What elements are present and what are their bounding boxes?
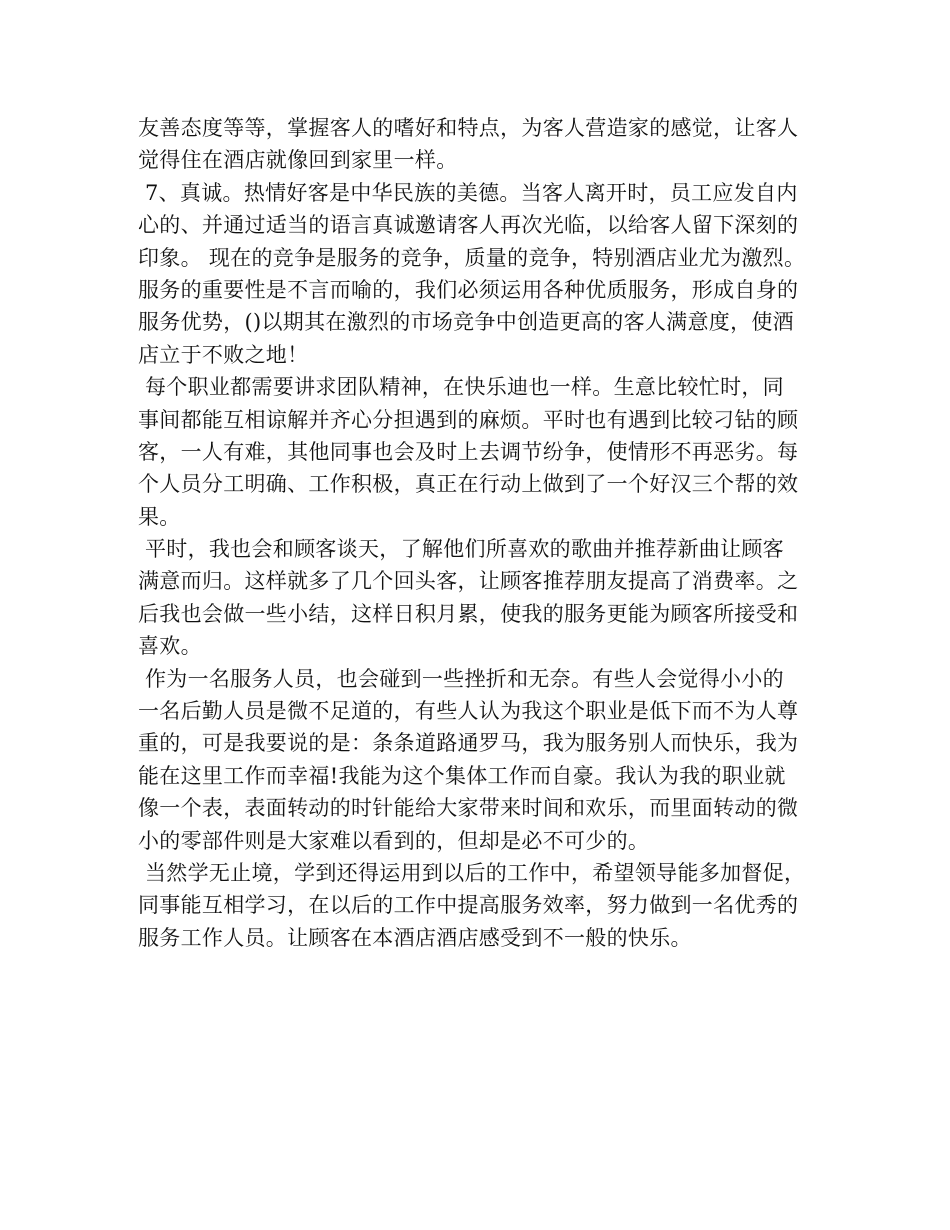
text-line: 后我也会做一些小结，这样日积月累，使我的服务更能为顾客所接受和 (138, 601, 799, 626)
text-line: 友善态度等等，掌握客人的嗜好和特点，为客人营造家的感觉，让客人 (138, 116, 799, 140)
text-line: 个人员分工明确、工作积极，真正在行动上做到了一个好汉三个帮的效 (138, 472, 799, 497)
text-line: 心的、并通过适当的语言真诚邀请客人再次光临，以给客人留下深刻的 (138, 213, 799, 238)
text-line: 7、真诚。热情好客是中华民族的美德。当客人离开时，员工应发自内 (138, 180, 798, 205)
text-line: 平时，我也会和顾客谈天，了解他们所喜欢的歌曲并推荐新曲让顾客 (138, 537, 784, 562)
document-body (138, 112, 828, 954)
text-line: 像一个表，表面转动的时针能给大家带来时间和欢乐，而里面转动的微 (138, 796, 799, 821)
text-line: 事间都能互相谅解并齐心分担遇到的麻烦。平时也有遇到比较刁钻的顾 (138, 407, 799, 432)
text-line: 每个职业都需要讲求团队精神，在快乐迪也一样。生意比较忙时，同 (138, 375, 784, 400)
text-line: 印象。 现在的竞争是服务的竞争，质量的竞争，特别酒店业尤为激烈。 (138, 245, 806, 270)
text-line: 小的零部件则是大家难以看到的，但却是必不可少的。 (138, 828, 650, 853)
text-line: 服务的重要性是不言而喻的，我们必须运用各种优质服务，形成自身的 (138, 277, 799, 302)
text-line: 能在这里工作而幸福!我能为这个集体工作而自豪。我认为我的职业就 (138, 763, 786, 788)
text-line: 客，一人有难，其他同事也会及时上去调节纷争，使情形不再恶劣。每 (138, 439, 799, 464)
text-line: 觉得住在酒店就像回到家里一样。 (138, 148, 458, 173)
text-line: 同事能互相学习，在以后的工作中提高服务效率，努力做到一名优秀的 (138, 893, 799, 918)
text-line: 重的，可是我要说的是：条条道路通罗马，我为服务别人而快乐，我为 (138, 731, 799, 756)
text-line: 当然学无止境，学到还得运用到以后的工作中，希望领导能多加督促， (138, 860, 806, 885)
text-line: 服务优势，()以期其在激烈的市场竞争中创造更高的客人满意度，使酒 (138, 310, 794, 335)
text-line: 喜欢。 (138, 634, 202, 659)
text-line: 店立于不败之地！ (138, 342, 309, 367)
text-line: 服务工作人员。让顾客在本酒店酒店感受到不一般的快乐。 (138, 925, 692, 950)
text-line: 果。 (138, 504, 181, 529)
text-line: 一名后勤人员是微不足道的，有些人认为我这个职业是低下而不为人尊 (138, 699, 799, 724)
text-line: 作为一名服务人员，也会碰到一些挫折和无奈。有些人会觉得小小的 (138, 666, 784, 691)
text-line: 满意而归。这样就多了几个回头客，让顾客推荐朋友提高了消费率。之 (138, 569, 799, 594)
